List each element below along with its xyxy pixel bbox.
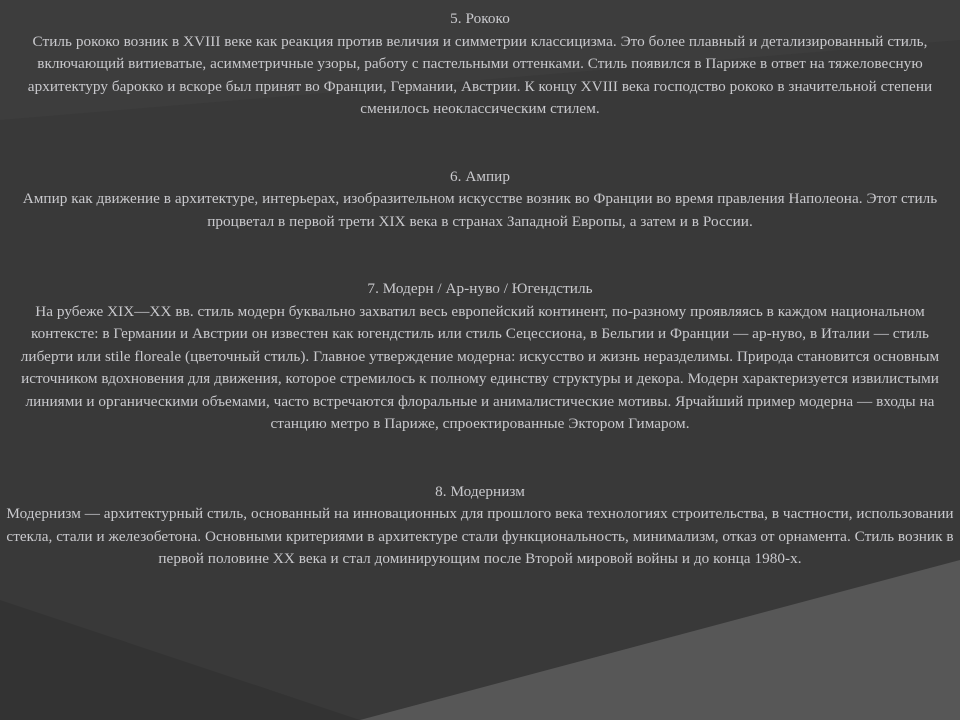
section-rococo (6, 8, 954, 121)
section-heading: 7. Модерн / Ар-нуво / Югендстиль (367, 280, 593, 297)
spacer (6, 121, 954, 166)
section-modernism (6, 481, 954, 571)
section-body: На рубеже XIX—XX вв. стиль модерн буквально захватил весь европейский континент, по-разному проявляясь в каждом национальном контексте: в Германии и Австрии он известен как югендстиль или стиль Сецессиона, в Бельгии и Франции — ар-нуво, в Италии — стиль либерти или stile floreale (цветочный стиль). Главное утверждение модерна: искусство и жизнь неразделимы. Природа становится основным источником вдохновения для движения, которое стремилось к полному единству структуры и декора. Модерн характеризуется извилистыми линиями и органическими объемами, часто встречаются флоральные и анималистические мотивы. Ярчайший пример модерна — входы на станцию метро в Париже, спроектированные Эктором Гимаром. (20, 302, 940, 432)
section-body: Модернизм — архитектурный стиль, основанный на инновационных для прошлого века технологиях строительства, в частности, использовании стекла, стали и железобетона. Основными критериями в архитектуре стали функциональность, минимализм, отказ от орнамента. Стиль возник в первой половине XX века и стал доминирующим после Второй мировой войны и до конца 1980-х. (6, 505, 954, 567)
section-empire (6, 166, 954, 234)
section-body: Стиль рококо возник в XVIII веке как реакция против величия и симметрии классицизма. Это более плавный и детализированный стиль, включающий витиеватые, асимметричные узоры, работу с пастельными оттенками. Стиль появился в Париже в ответ на тяжеловесную архитектуру барокко и вскоре был принят во Франции, Германии, Австрии. К концу XVIII века господство рококо в значительной степени сменилось неоклассическим стилем. (27, 32, 933, 117)
section-heading: 6. Ампир (449, 167, 510, 185)
section-body: Ампир как движение в архитектуре, интерьерах, изобразительном искусстве возник во Франции во время правления Наполеона. Этот стиль процветал в первой трети XIX века в странах Западной Европы, а затем и в России. (22, 190, 938, 230)
spacer (6, 233, 954, 278)
section-heading: 8. Модернизм (435, 482, 525, 500)
spacer (6, 436, 954, 481)
section-heading: 5. Рококо (450, 10, 510, 27)
section-art-nouveau (6, 278, 954, 436)
